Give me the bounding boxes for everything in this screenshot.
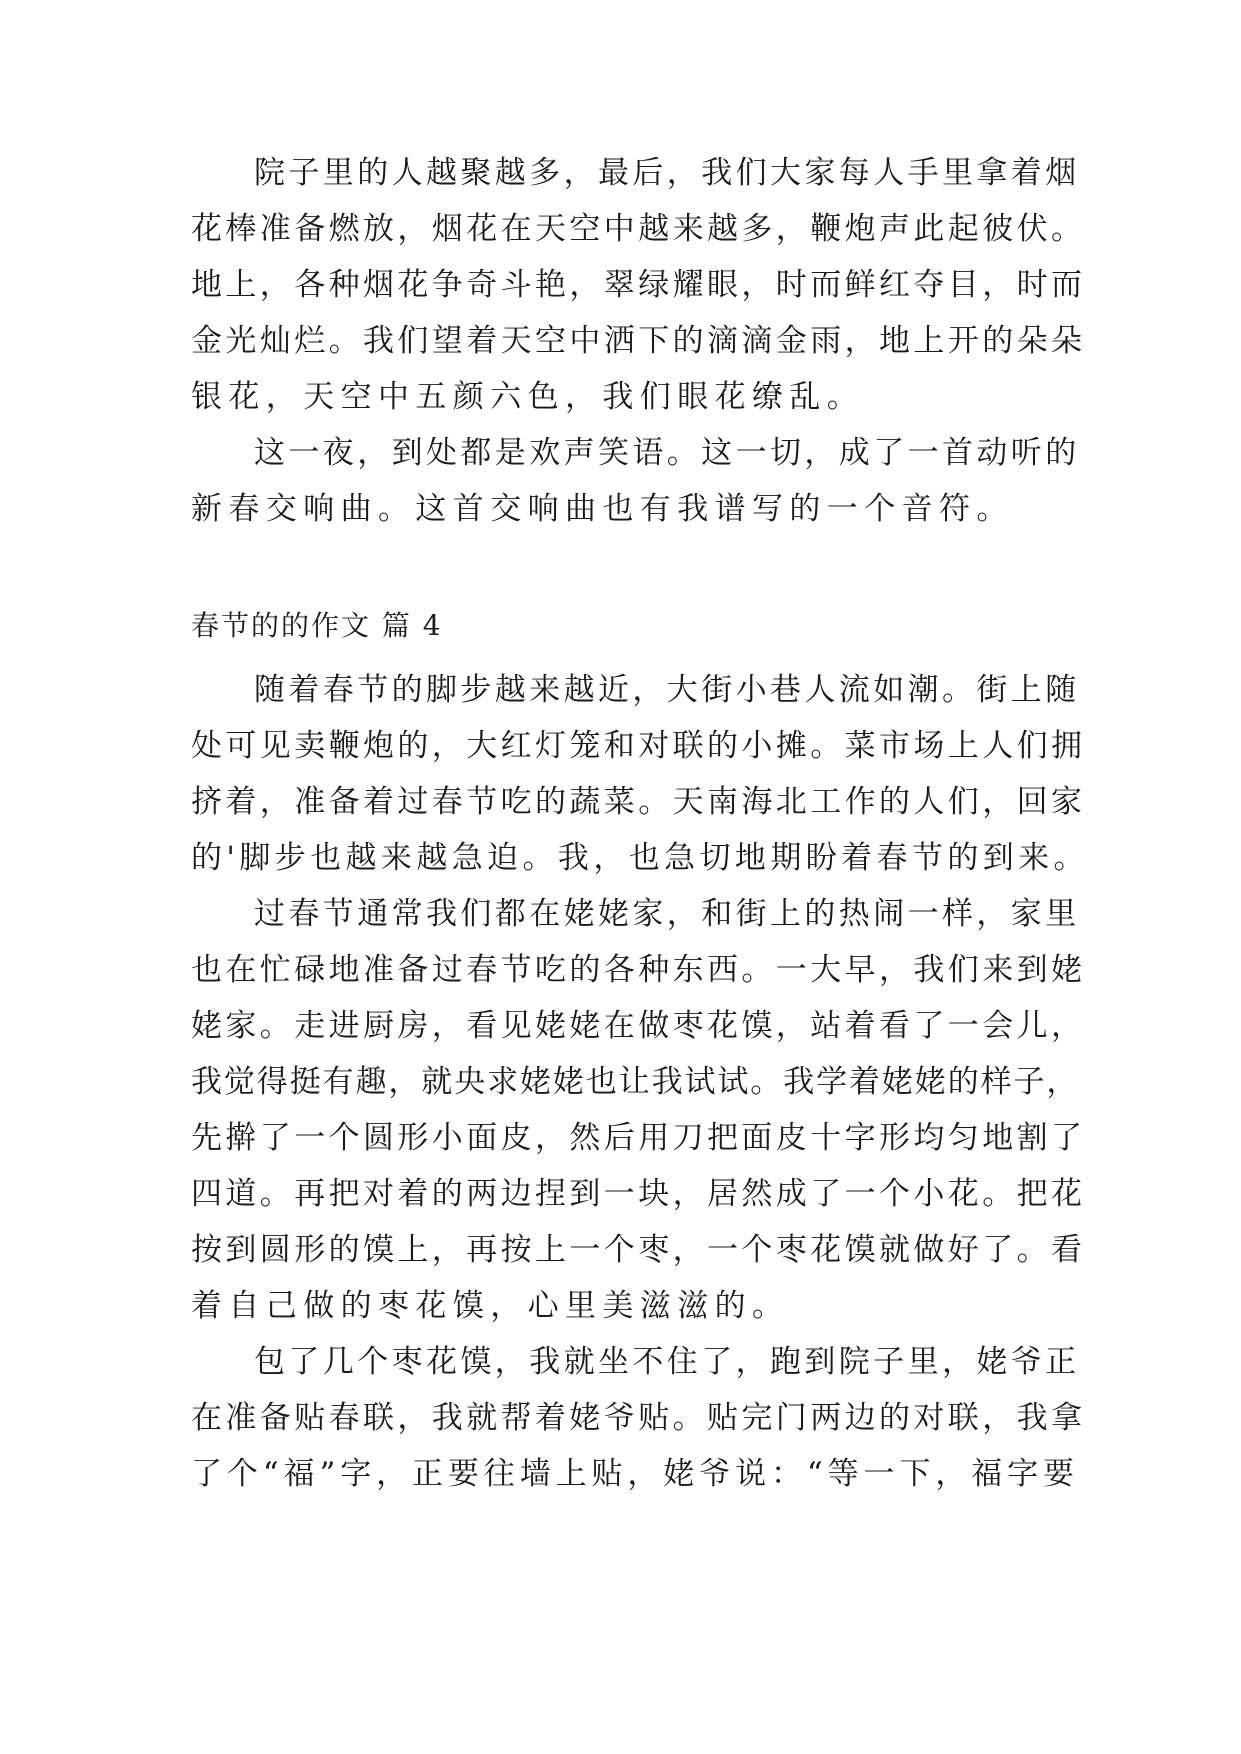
text-line: 也在忙碌地准备过春节吃的各种东西。一大早，我们来到姥 (191, 952, 1086, 988)
text-line: 处可见卖鞭炮的，大红灯笼和对联的小摊。菜市场上人们拥 (191, 728, 1086, 764)
text-line: 姥家。走进厨房，看见姥姥在做枣花馍，站着看了一会儿， (191, 1008, 1086, 1044)
text-line: 地上，各种烟花争奇斗艳，翠绿耀眼，时而鲜红夺目，时而 (191, 267, 1086, 303)
text-line: 花棒准备燃放，烟花在天空中越来越多，鞭炮声此起彼伏。 (191, 211, 1086, 247)
text-line: 在准备贴春联，我就帮着姥爷贴。贴完门两边的对联，我拿 (191, 1400, 1086, 1436)
text-line: 包了几个枣花馍，我就坐不住了，跑到院子里，姥爷正 (254, 1344, 1080, 1380)
text-line: 着自己做的枣花馍，心里美滋滋的。 (191, 1288, 790, 1324)
text-line: 按到圆形的馍上，再按上一个枣，一个枣花馍就做好了。看 (191, 1232, 1086, 1268)
text-line: 过春节通常我们都在姥姥家，和街上的热闹一样，家里 (254, 896, 1080, 932)
text-line: 院子里的人越聚越多，最后，我们大家每人手里拿着烟 (254, 155, 1080, 191)
text-line: 这一夜，到处都是欢声笑语。这一切，成了一首动听的 (254, 435, 1080, 471)
text-line: 随着春节的脚步越来越近，大街小巷人流如潮。街上随 (254, 672, 1080, 708)
text-line: 金光灿烂。我们望着天空中洒下的滴滴金雨，地上开的朵朵 (191, 323, 1086, 359)
text-line: 的'脚步也越来越急迫。我，也急切地期盼着春节的到来。 (191, 840, 1089, 876)
text-line: 挤着，准备着过春节吃的蔬菜。天南海北工作的人们，回家 (191, 784, 1086, 820)
text-line: 新春交响曲。这首交响曲也有我谱写的一个音符。 (191, 491, 1014, 527)
text-line: 四道。再把对着的两边捏到一块，居然成了一个小花。把花 (191, 1176, 1086, 1212)
text-line: 银花，天空中五颜六色，我们眼花缭乱。 (191, 379, 865, 415)
text-line: 了个“福”字，正要往墙上贴，姥爷说：“等一下，福字要 (191, 1456, 1079, 1492)
section-heading: 春节的的作文 篇 4 (191, 609, 443, 642)
text-line: 先擀了一个圆形小面皮，然后用刀把面皮十字形均匀地割了 (191, 1120, 1086, 1156)
text-line: 我觉得挺有趣，就央求姥姥也让我试试。我学着姥姥的样子， (191, 1064, 1080, 1100)
